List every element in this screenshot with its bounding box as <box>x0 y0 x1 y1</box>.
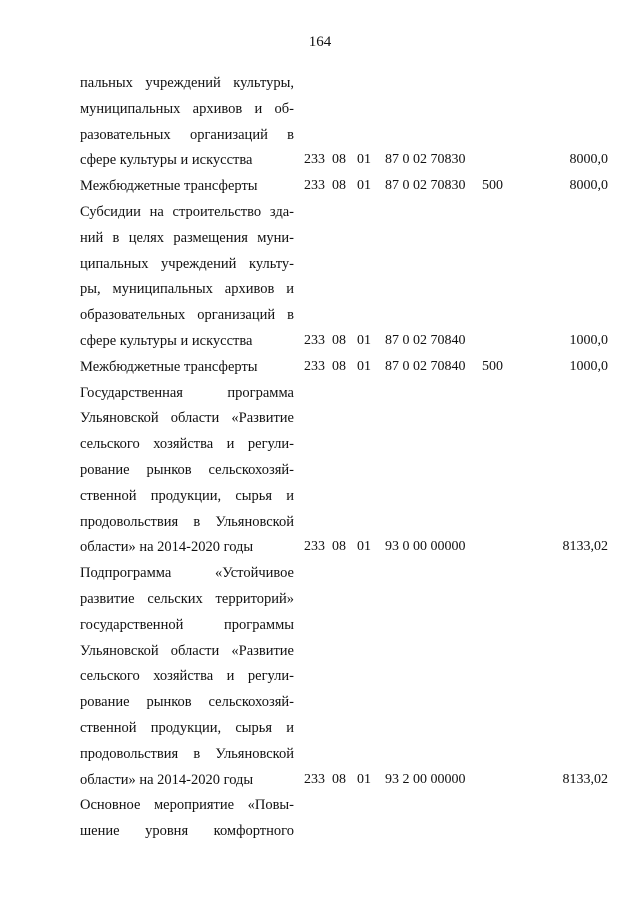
row-description: шение уровня комфортного <box>80 823 294 840</box>
expense-type-code: 500 <box>482 178 503 194</box>
target-article-code: 87 0 02 70830 <box>385 178 466 194</box>
table-row <box>0 612 640 638</box>
amount: 8000,0 <box>569 178 608 194</box>
row-description: Межбюджетные трансферты <box>80 358 258 375</box>
table-row <box>0 328 640 354</box>
ministry-code: 233 <box>304 333 325 348</box>
table-row <box>0 70 640 96</box>
table-row <box>0 663 640 689</box>
table-row <box>0 638 640 664</box>
table-row <box>0 96 640 122</box>
table-row <box>0 509 640 535</box>
section-code: 08 <box>332 152 346 168</box>
row-description: образовательных организаций в <box>80 307 294 324</box>
section-code: 08 <box>332 539 346 555</box>
subsection-code: 01 <box>357 152 371 168</box>
expense-type-code: 500 <box>482 358 503 374</box>
row-description: рование рынков сельскохозяй- <box>80 694 294 711</box>
subsection-code: 01 <box>357 333 371 348</box>
page-number: 164 <box>308 34 332 50</box>
row-description: рование рынков сельскохозяй- <box>80 462 294 478</box>
ministry-code: 233 <box>304 152 325 168</box>
subsection-code: 01 <box>357 771 371 787</box>
ministry-code: 233 <box>304 358 325 374</box>
row-description: развитие сельских территорий» <box>80 591 294 607</box>
row-description: сфере культуры и искусства <box>80 333 253 349</box>
row-description: государственной программы <box>80 616 294 633</box>
table-row <box>0 276 640 302</box>
row-description: разовательных организаций в <box>80 126 294 143</box>
target-article-code: 87 0 02 70840 <box>385 333 466 348</box>
table-row <box>0 741 640 767</box>
table-row <box>0 380 640 406</box>
table-row <box>0 199 640 225</box>
row-description: Государственная программа <box>80 384 294 401</box>
table-row <box>0 251 640 277</box>
target-article-code: 87 0 02 70830 <box>385 152 466 168</box>
row-description: Основное мероприятие «Повы- <box>80 797 294 814</box>
target-article-code: 93 0 00 00000 <box>385 539 466 555</box>
row-description: продовольствия в Ульяновской <box>80 513 294 530</box>
table-row <box>0 354 640 380</box>
row-description: продовольствия в Ульяновской <box>80 745 294 762</box>
table-row <box>0 534 640 560</box>
section-code: 08 <box>332 771 346 787</box>
table-row <box>0 689 640 715</box>
row-description: сельского хозяйства и регули- <box>80 436 294 453</box>
table-row <box>0 302 640 328</box>
amount: 1000,0 <box>569 333 608 348</box>
table-row <box>0 405 640 431</box>
table-row <box>0 792 640 818</box>
table-row <box>0 767 640 793</box>
amount: 8133,02 <box>562 539 608 555</box>
table-row <box>0 715 640 741</box>
row-description: Ульяновской области «Развитие <box>80 410 294 427</box>
table-row <box>0 122 640 148</box>
subsection-code: 01 <box>357 358 371 374</box>
table-row <box>0 483 640 509</box>
table-row <box>0 586 640 612</box>
row-description: пальных учреждений культуры, <box>80 75 294 91</box>
table-row <box>0 818 640 844</box>
table-row <box>0 431 640 457</box>
table-row <box>0 457 640 483</box>
row-description: Подпрограмма «Устойчивое <box>80 565 294 582</box>
ministry-code: 233 <box>304 539 325 555</box>
row-description: сфере культуры и искусства <box>80 152 253 169</box>
row-description: области» на 2014-2020 годы <box>80 771 254 788</box>
row-description: ры, муниципальных архивов и <box>80 281 294 298</box>
section-code: 08 <box>332 358 346 374</box>
target-article-code: 93 2 00 00000 <box>385 771 466 787</box>
table-row <box>0 225 640 251</box>
row-description: ственной продукции, сырья и <box>80 487 294 504</box>
row-description: Ульяновской области «Развитие <box>80 642 294 659</box>
row-description: сельского хозяйства и регули- <box>80 668 294 685</box>
amount: 8133,02 <box>562 771 608 787</box>
row-description: Межбюджетные трансферты <box>80 178 258 195</box>
row-description: области» на 2014-2020 годы <box>80 539 254 556</box>
amount: 1000,0 <box>569 358 608 374</box>
amount: 8000,0 <box>569 152 608 168</box>
ministry-code: 233 <box>304 771 325 787</box>
row-description: ципальных учреждений культу- <box>80 255 294 272</box>
row-description: Субсидии на строительство зда- <box>80 204 294 220</box>
row-description: муниципальных архивов и об- <box>80 100 294 117</box>
target-article-code: 87 0 02 70840 <box>385 358 466 374</box>
section-code: 08 <box>332 333 346 348</box>
row-description: ний в целях размещения муни- <box>80 229 294 246</box>
row-description: ственной продукции, сырья и <box>80 720 294 736</box>
table-row <box>0 560 640 586</box>
table-row <box>0 173 640 199</box>
subsection-code: 01 <box>357 178 371 194</box>
ministry-code: 233 <box>304 178 325 194</box>
section-code: 08 <box>332 178 346 194</box>
subsection-code: 01 <box>357 539 371 555</box>
table-row <box>0 147 640 173</box>
